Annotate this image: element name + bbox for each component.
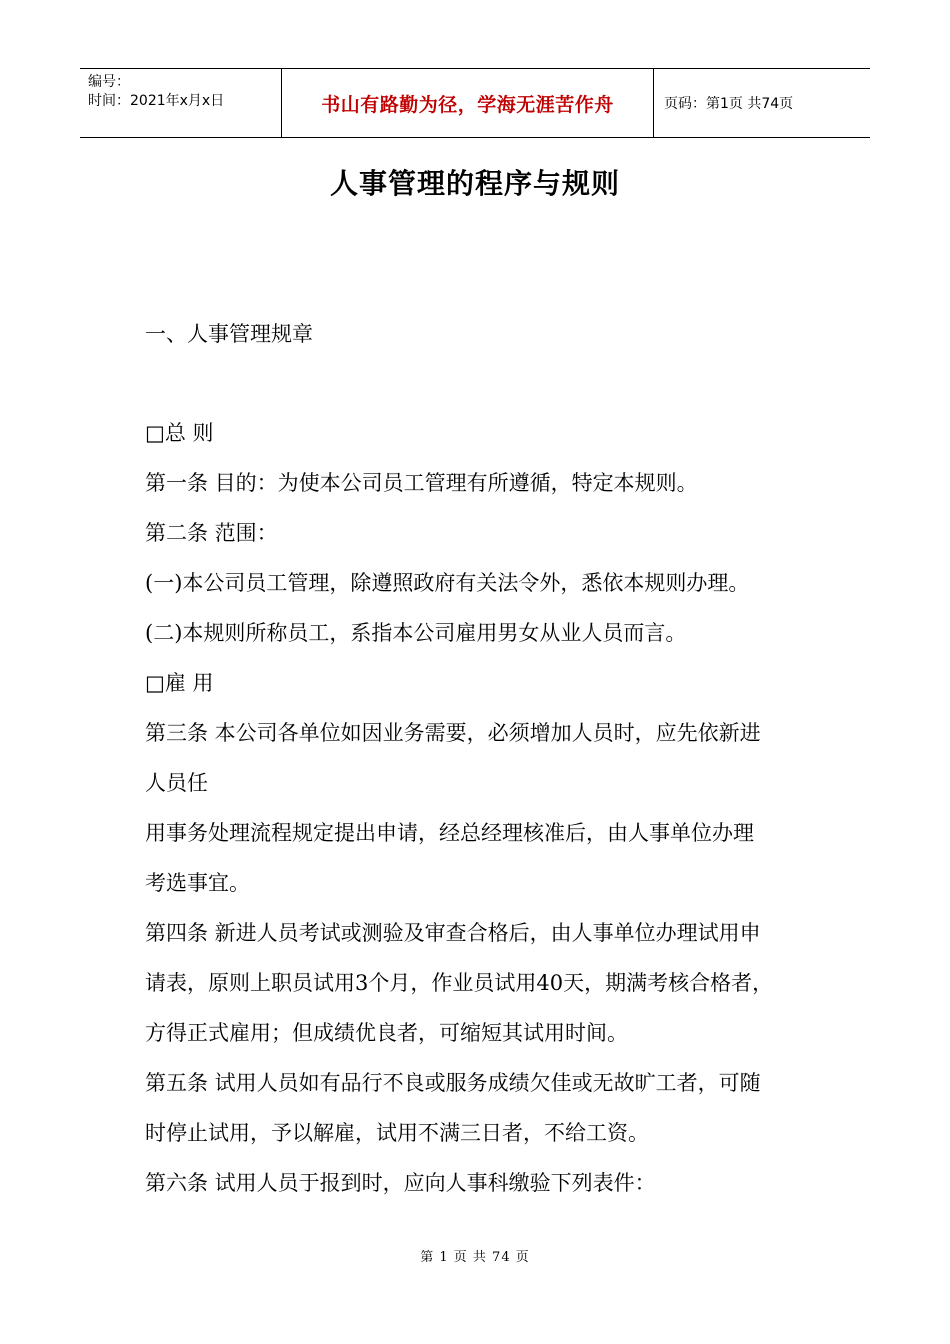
body-line: 第二条 范围： bbox=[145, 521, 278, 545]
header-page-label: 页码：第1页 共74页 bbox=[664, 96, 794, 112]
header-motto: 书山有路勤为径，学海无涯苦作舟 bbox=[282, 69, 654, 137]
section-heading: 一、人事管理规章 bbox=[145, 322, 313, 346]
document-body bbox=[145, 414, 835, 1214]
header-table bbox=[80, 68, 870, 138]
body-line: 请表，原则上职员试用3个月，作业员试用40天，期满考核合格者， bbox=[145, 971, 774, 995]
body-line: 用事务处理流程规定提出申请，经总经理核准后，由人事单位办理 bbox=[145, 821, 754, 845]
body-line: 第五条 试用人员如有品行不良或服务成绩欠佳或无故旷工者，可随 bbox=[145, 1071, 761, 1095]
body-line: 人员任 bbox=[145, 771, 208, 795]
body-line: 考选事宜。 bbox=[145, 871, 250, 895]
body-line: 方得正式雇用；但成绩优良者，可缩短其试用时间。 bbox=[145, 1021, 628, 1045]
page-footer: 第 1 页 共 74 页 bbox=[420, 1250, 530, 1265]
document-title: 人事管理的程序与规则 bbox=[329, 167, 620, 200]
code-label: 编号： bbox=[88, 74, 130, 90]
time-label: 时间：2021年x月x日 bbox=[88, 93, 225, 109]
body-line: (一)本公司员工管理，除遵照政府有关法令外，悉依本规则办理。 bbox=[145, 571, 750, 595]
body-line: □雇 用 bbox=[145, 671, 214, 695]
body-line: (二)本规则所称员工，系指本公司雇用男女从业人员而言。 bbox=[145, 621, 687, 645]
body-line: 第六条 试用人员于报到时，应向人事科缴验下列表件： bbox=[145, 1171, 656, 1195]
body-line: 第一条 目的：为使本公司员工管理有所遵循，特定本规则。 bbox=[145, 471, 698, 495]
body-line: □总 则 bbox=[145, 421, 214, 445]
body-line: 时停止试用，予以解雇，试用不满三日者，不给工资。 bbox=[145, 1121, 649, 1145]
header-info-cell bbox=[80, 69, 282, 137]
body-line: 第三条 本公司各单位如因业务需要，必须增加人员时，应先依新进 bbox=[145, 721, 761, 745]
body-line: 第四条 新进人员考试或测验及审查合格后，由人事单位办理试用申 bbox=[145, 921, 761, 945]
